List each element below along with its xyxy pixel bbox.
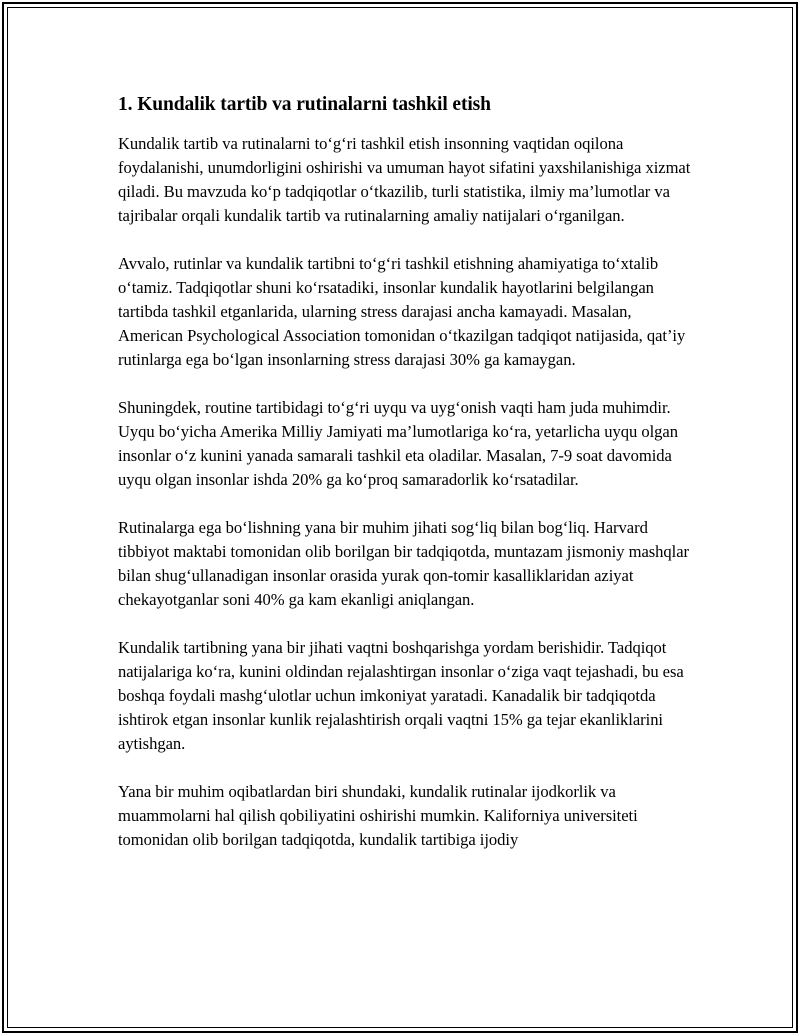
- paragraph-3: Shuningdek, routine tartibidagi to‘g‘ri uyqu va uyg‘onish vaqti ham juda muhimdir. Uyqu bo‘yicha Amerika Milliy Jamiyati ma’lumotlariga ko‘ra, yetarlicha uyqu olgan insonlar o‘z kunini yanada samarali tashkil eta oladilar. Masalan, 7-9 soat davomida uyqu olgan insonlar ishda 20% ga ko‘proq samaradorlik ko‘rsatadilar.: [118, 398, 678, 489]
- paragraph-2: Avvalo, rutinlar va kundalik tartibni to‘g‘ri tashkil etishning ahamiyatiga to‘xtalib o‘tamiz. Tadqiqotlar shuni ko‘rsatadiki, insonlar kundalik hayotlarini belgilangan tartibda tashkil etganlarida, ularning stress darajasi ancha kamayadi. Masalan, American Psychological Association tomonidan o‘tkazilgan tadqiqot natijasida, qat’iy rutinlarga ega bo‘lgan insonlarning stress darajasi 30% ga kamaygan.: [118, 254, 686, 369]
- paragraph-5: Kundalik tartibning yana bir jihati vaqtni boshqarishga yordam berishidir. Tadqiqot natijalariga ko‘ra, kunini oldindan rejalashtirgan insonlar o‘ziga vaqt tejashadi, bu esa boshqa foydali mashg‘ulotlar uchun imkoniyat yaratadi. Kanadalik bir tadqiqotda ishtirok etgan insonlar kunlik rejalashtirish orqali vaqtni 15% ga tejar ekanliklarini aytishgan.: [118, 638, 684, 753]
- paragraph-6: Yana bir muhim oqibatlardan biri shundaki, kundalik rutinalar ijodkorlik va muammolarni hal qilish qobiliyatini oshirishi mumkin. Kaliforniya universiteti tomonidan olib borilgan tadqiqotda, kundalik tartibiga ijodiy: [118, 782, 638, 849]
- document-body: [118, 92, 698, 876]
- paragraph-4: Rutinalarga ega bo‘lishning yana bir muhim jihati sog‘liq bilan bog‘liq. Harvard tibbiyot maktabi tomonidan olib borilgan bir tadqiqotda, muntazam jismoniy mashqlar bilan shug‘ullanadigan insonlar orasida yurak qon-tomir kasalliklaridan aziyat chekayotganlar soni 40% ga kam ekanligi aniqlangan.: [118, 518, 690, 609]
- paragraph-1: Kundalik tartib va rutinalarni to‘g‘ri tashkil etish insonning vaqtidan oqilona foydalanishi, unumdorligini oshirishi va umuman hayot sifatini yaxshilanishiga xizmat qiladi. Bu mavzuda ko‘p tadqiqotlar o‘tkazilib, turli statistika, ilmiy ma’lumotlar va tajribalar orqali kundalik tartib va rutinalarning amaliy natijalari o‘rganilgan.: [118, 134, 691, 225]
- section-heading: 1. Kundalik tartib va rutinalarni tashkil etish: [118, 94, 491, 115]
